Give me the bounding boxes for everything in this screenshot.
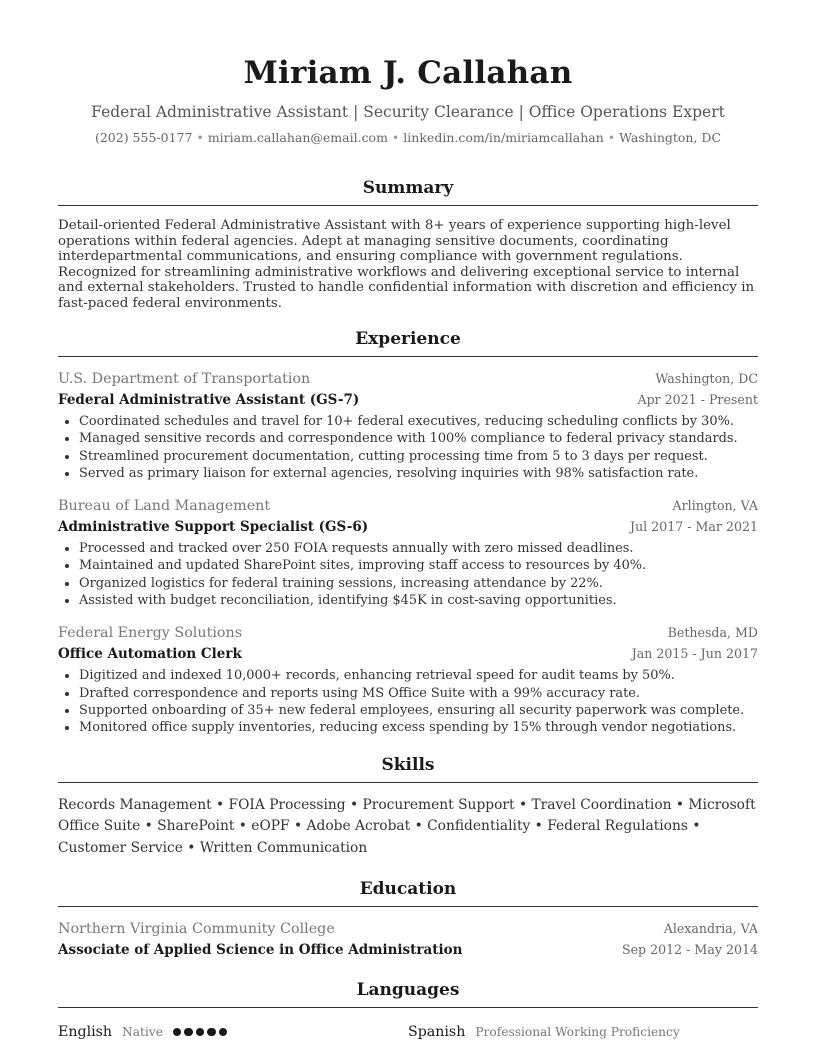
job-bullet: • Digitized and indexed 10,000+ records, enhancing retrieval speed for audit teams by 50%. [79, 667, 758, 684]
experience-section [58, 328, 758, 737]
contact-email[interactable]: miriam.callahan@email.com [207, 130, 388, 145]
job-role: Office Automation Clerk [58, 646, 242, 663]
job-bullets [58, 540, 758, 609]
job-dates: Jan 2015 - Jun 2017 [631, 646, 758, 662]
job-bullet: • Drafted correspondence and reports using MS Office Suite with a 99% accuracy rate. [79, 685, 758, 702]
language-name: English [58, 1024, 113, 1041]
job-bullet: • Supported onboarding of 35+ new federal employees, ensuring all security paperwork was complete. [79, 702, 758, 719]
job-bullet: • Streamlined procurement documentation, cutting processing time from 5 to 3 days per request. [79, 448, 758, 465]
resume-header [0, 0, 816, 146]
education-section [58, 878, 758, 961]
job-location: Arlington, VA [672, 498, 758, 514]
job-bullet: • Served as primary liaison for external agencies, resolving inquiries with 98% satisfaction rate. [79, 465, 758, 482]
proficiency-dot [173, 1028, 182, 1037]
contact-linkedin[interactable]: linkedin.com/in/miriamcallahan [403, 130, 604, 145]
job-organization: Bureau of Land Management [58, 498, 271, 515]
education-school: Northern Virginia Community College [58, 921, 335, 938]
skills-section [58, 754, 758, 860]
job-bullets [58, 667, 758, 736]
language-name: Spanish [408, 1024, 466, 1041]
summary-section [58, 177, 758, 311]
proficiency-dot [219, 1028, 228, 1037]
contact-location: Washington, DC [619, 130, 722, 145]
job-bullet: • Maintained and updated SharePoint sites, improving staff access to resources by 40%. [79, 557, 758, 574]
candidate-name: Miriam J. Callahan [243, 55, 573, 91]
education-entry [58, 919, 758, 961]
job-bullet: • Monitored office supply inventories, reducing excess spending by 15% through vendor negotiations. [79, 719, 758, 736]
job-dates: Jul 2017 - Mar 2021 [630, 519, 758, 535]
contact-separator: • [607, 130, 616, 145]
job-entry [58, 369, 758, 482]
proficiency-dot [207, 1028, 216, 1037]
job-bullet: • Coordinated schedules and travel for 10+ federal executives, reducing scheduling conflicts by 30%. [79, 413, 758, 430]
language-item [408, 1024, 758, 1040]
contact-separator: • [391, 130, 400, 145]
proficiency-dot [184, 1028, 193, 1037]
job-bullet: • Processed and tracked over 250 FOIA requests annually with zero missed deadlines. [79, 540, 758, 557]
section-title-skills: Skills [58, 754, 758, 783]
education-degree: Associate of Applied Science in Office Administration [58, 942, 463, 959]
job-location: Bethesda, MD [667, 625, 758, 641]
section-title-languages: Languages [58, 979, 758, 1008]
education-location: Alexandria, VA [663, 921, 758, 937]
job-bullet: • Managed sensitive records and correspondence with 100% compliance to federal privacy standards. [79, 430, 758, 447]
contact-separator: • [196, 130, 204, 145]
job-bullets [58, 413, 758, 482]
proficiency-dot [196, 1028, 205, 1037]
job-organization: U.S. Department of Transportation [58, 371, 311, 387]
job-entry [58, 623, 758, 736]
language-level: Professional Working Proficiency [475, 1025, 680, 1040]
languages-list [58, 1024, 758, 1040]
contact-phone: (202) 555-0177 [94, 130, 193, 145]
skills-list: Records Management • FOIA Processing • Procurement Support • Travel Coordination • Microsoft Office Suite • SharePoint • eOPF • Adobe Acrobat • Confidentiality • Federal Regulations • Customer Service • Written Communication [58, 796, 756, 856]
section-title-experience: Experience [58, 328, 758, 357]
job-bullet: • Assisted with budget reconciliation, identifying $45K in cost-saving opportunities. [79, 592, 758, 609]
job-dates: Apr 2021 - Present [637, 392, 758, 407]
summary-text: Detail-oriented Federal Administrative Assistant with 8+ years of experience supporting high-level operations within federal agencies. Adept at managing sensitive documents, coordinating interdepartmental communications, and ensuring compliance with government regulations. Recognized for streamlining administrative workflows and delivering exceptional service to internal and external stakeholders. Trusted to handle confidential information with discretion and efficiency in fast-paced federal environments. [58, 218, 755, 311]
languages-section [58, 979, 758, 1040]
section-title-summary: Summary [58, 177, 758, 206]
job-entry [58, 496, 758, 609]
job-role: Federal Administrative Assistant (GS-7) [58, 392, 360, 408]
job-organization: Federal Energy Solutions [58, 625, 243, 642]
contact-line [0, 130, 816, 146]
language-item [58, 1024, 408, 1040]
job-role: Administrative Support Specialist (GS-6) [58, 519, 369, 536]
candidate-tagline: Federal Administrative Assistant | Security Clearance | Office Operations Expert [91, 103, 725, 121]
proficiency-dots [173, 1028, 228, 1037]
education-dates: Sep 2012 - May 2014 [621, 942, 758, 958]
section-title-education: Education [58, 878, 758, 907]
job-bullet: • Organized logistics for federal training sessions, increasing attendance by 22%. [79, 575, 758, 592]
language-level: Native [122, 1025, 163, 1040]
job-location: Washington, DC [655, 371, 758, 386]
